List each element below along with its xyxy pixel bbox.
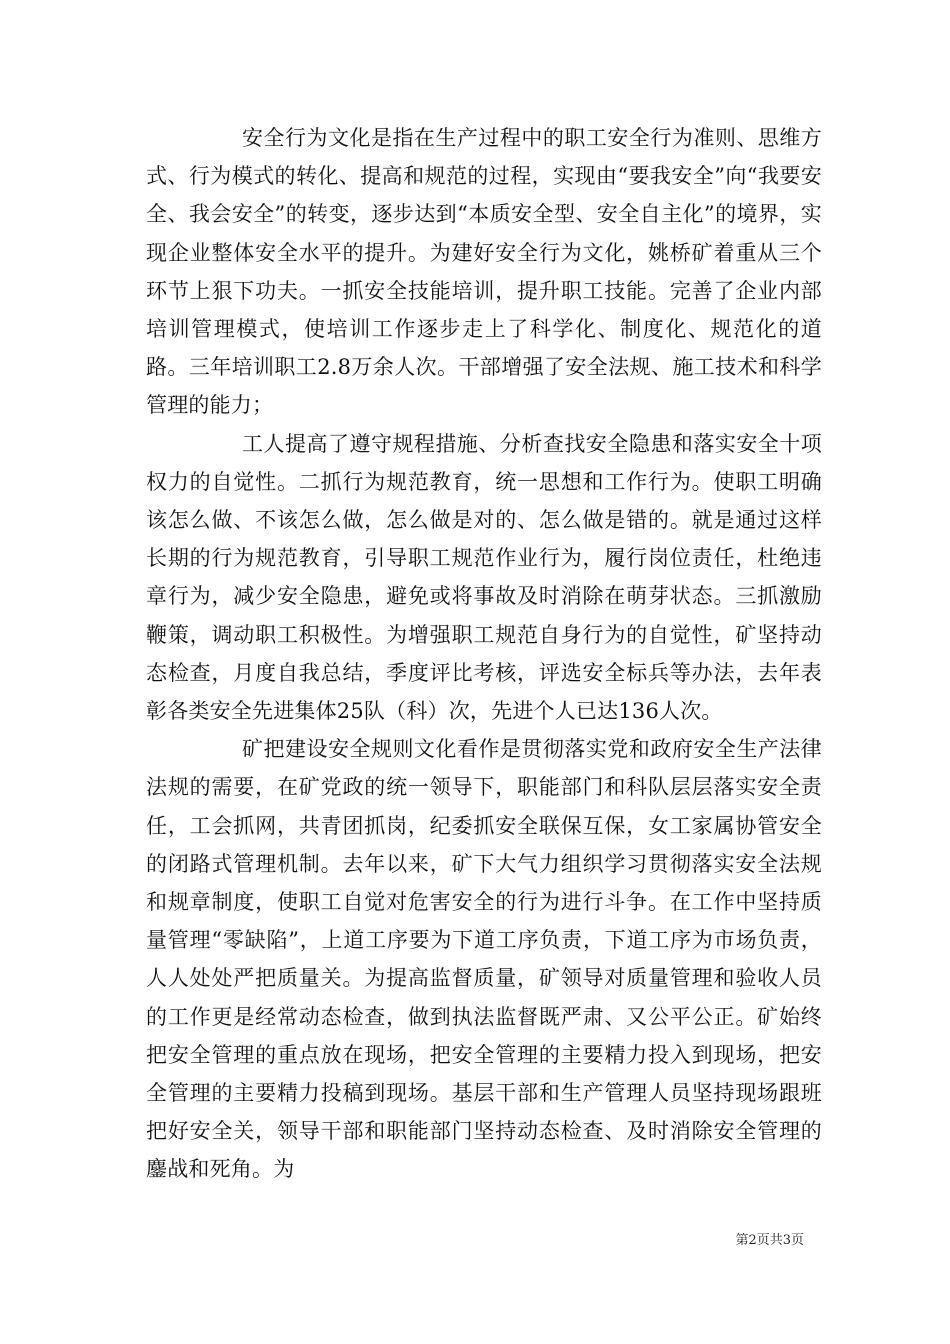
paragraph-safety-behavior-culture: 安全行为文化是指在生产过程中的职工安全行为准则、思维方式、行为模式的转化、提高和规范的过程，实现由“要我安全”向“我要安全、我会安全”的转变，逐步达到“本质安全型、安全自主化”的境界，实现企业整体安全水平的提升。为建好安全行为文化，姚桥矿着重从三个环节上狠下功夫。一抓安全技能培训，提升职工技能。完善了企业内部培训管理模式，使培训工作逐步走上了科学化、制度化、规范化的道路。三年培训职工2.8万余人次。干部增强了安全法规、施工技术和科学管理的能力；: [146, 126, 822, 418]
document-body: [146, 119, 822, 1189]
paragraph-safety-rules-culture: 矿把建设安全规则文化看作是贯彻落实党和政府安全生产法律法规的需要，在矿党政的统一领导下，职能部门和科队层层落实安全责任，工会抓网，共青团抓岗，纪委抓安全联保互保，女工家属协管安全的闭路式管理机制。去年以来，矿下大气力组织学习贯彻落实安全法规和规章制度，使职工自觉对危害安全的行为进行斗争。在工作中坚持质量管理“零缺陷”，上道工序要为下道工序负责，下道工序为市场负责，人人处处严把质量关。为提高监督质量，矿领导对质量管理和验收人员的工作更是经常动态检查，做到执法监督既严肃、又公平公正。矿始终把安全管理的重点放在现场，把安全管理的主要精力投入到现场，把安全管理的主要精力投稿到现场。基层干部和生产管理人员坚持现场跟班把好安全关，领导干部和职能部门坚持动态检查、及时消除安全管理的鏖战和死角。为: [146, 737, 822, 1182]
paragraph-worker-awareness: 工人提高了遵守规程措施、分析查找安全隐患和落实安全十项权力的自觉性。二抓行为规范教育，统一思想和工作行为。使职工明确该怎么做、不该怎么做，怎么做是对的、怎么做是错的。就是通过这样长期的行为规范教育，引导职工规范作业行为，履行岗位责任，杜绝违章行为，减少安全隐患，避免或将事故及时消除在萌芽状态。三抓激励鞭策，调动职工积极性。为增强职工规范自身行为的自觉性，矿坚持动态检查，月度自我总结，季度评比考核，评选安全标兵等办法，去年表彰各类安全先进集体25队（科）次，先进个人已达136人次。: [146, 431, 822, 724]
page-number-footer: 第2页共3页: [735, 1233, 804, 1248]
